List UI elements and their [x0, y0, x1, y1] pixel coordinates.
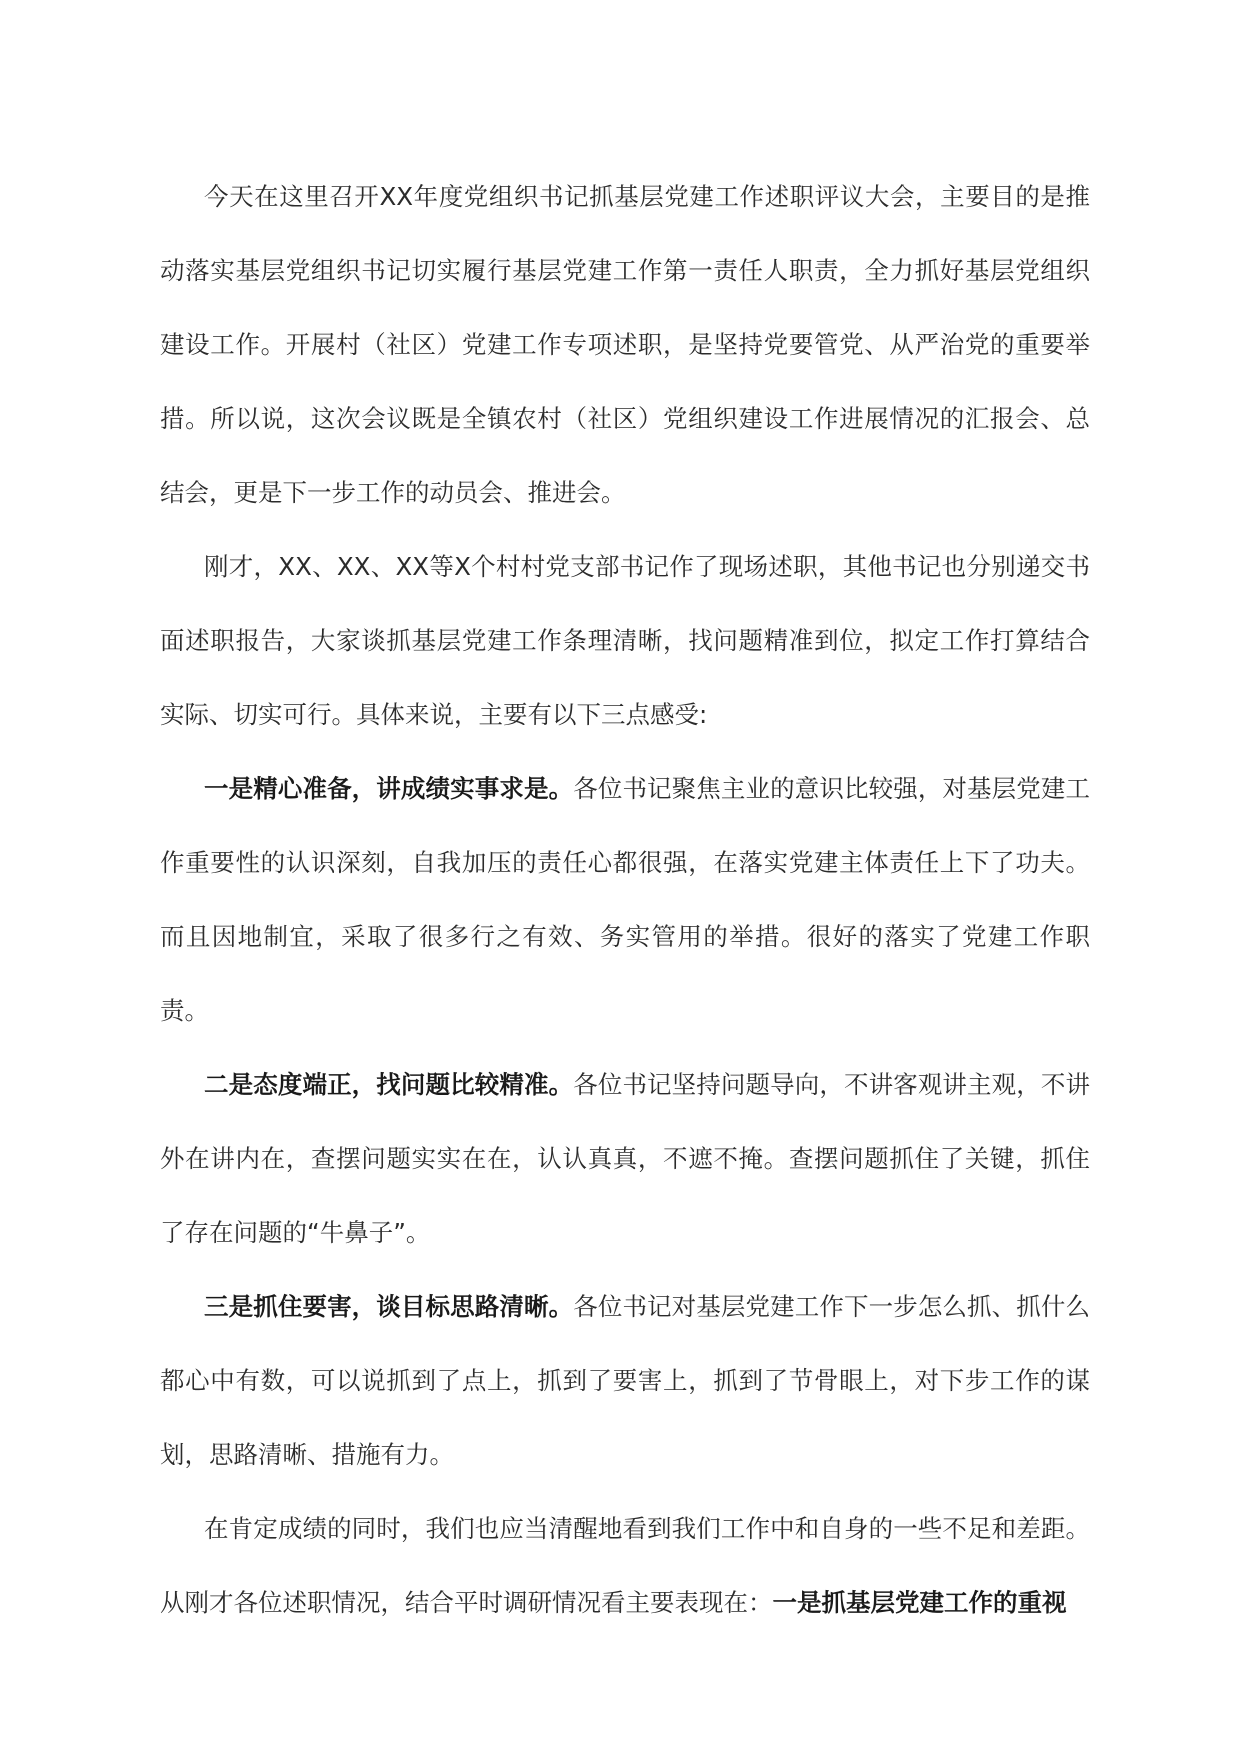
paragraph-lead-bold: 三是抓住要害，谈目标思路清晰。 [204, 1292, 574, 1321]
paragraph-lead-bold: 二是态度端正，找问题比较精准。 [204, 1070, 574, 1099]
paragraph-lead-bold: 一是精心准备，讲成绩实事求是。 [204, 774, 574, 803]
paragraph-shortcomings [160, 1492, 1090, 1640]
paragraph-point-two [160, 1048, 1090, 1270]
paragraph-text: 各位书记对基层党建工作下一步怎么抓、抓什么都心中有数，可以说抓到了点上，抓到了要害上，抓到了节骨眼上，对下步工作的谋划，思路清晰、措施有力。 [160, 1292, 1091, 1469]
paragraph-feedback-intro [160, 530, 1090, 752]
paragraph-point-three [160, 1270, 1090, 1492]
paragraph-text: 各位书记坚持问题导向，不讲客观讲主观，不讲外在讲内在，查摆问题实实在在，认认真真，不遮不掩。查摆问题抓住了关键，抓住了存在问题的“牛鼻子”。 [160, 1070, 1091, 1247]
paragraph-point-one [160, 752, 1090, 1048]
paragraph-tail-bold: 一是抓基层党建工作的重视 [772, 1588, 1067, 1617]
paragraph-text: 在肯定成绩的同时，我们也应当清醒地看到我们工作中和自身的一些不足和差距。从刚才各位述职情况，结合平时调研情况看主要表现在： [160, 1514, 1090, 1617]
paragraph-opening [160, 160, 1090, 530]
document-body [160, 160, 1090, 1640]
paragraph-text: 刚才，XX、XX、XX等X个村村党支部书记作了现场述职，其他书记也分别递交书面述职报告，大家谈抓基层党建工作条理清晰，找问题精准到位，拟定工作打算结合实际、切实可行。具体来说，主要有以下三点感受: [160, 552, 1090, 729]
paragraph-text: 今天在这里召开XX年度党组织书记抓基层党建工作述职评议大会，主要目的是推动落实基层党组织书记切实履行基层党建工作第一责任人职责，全力抓好基层党组织建设工作。开展村（社区）党建工作专项述职，是坚持党要管党、从严治党的重要举措。所以说，这次会议既是全镇农村（社区）党组织建设工作进展情况的汇报会、总结会，更是下一步工作的动员会、推进会。 [160, 182, 1090, 507]
paragraph-text: 各位书记聚焦主业的意识比较强，对基层党建工作重要性的认识深刻，自我加压的责任心都很强，在落实党建主体责任上下了功夫。而且因地制宜，采取了很多行之有效、务实管用的举措。很好的落实了党建工作职责。 [160, 774, 1091, 1025]
